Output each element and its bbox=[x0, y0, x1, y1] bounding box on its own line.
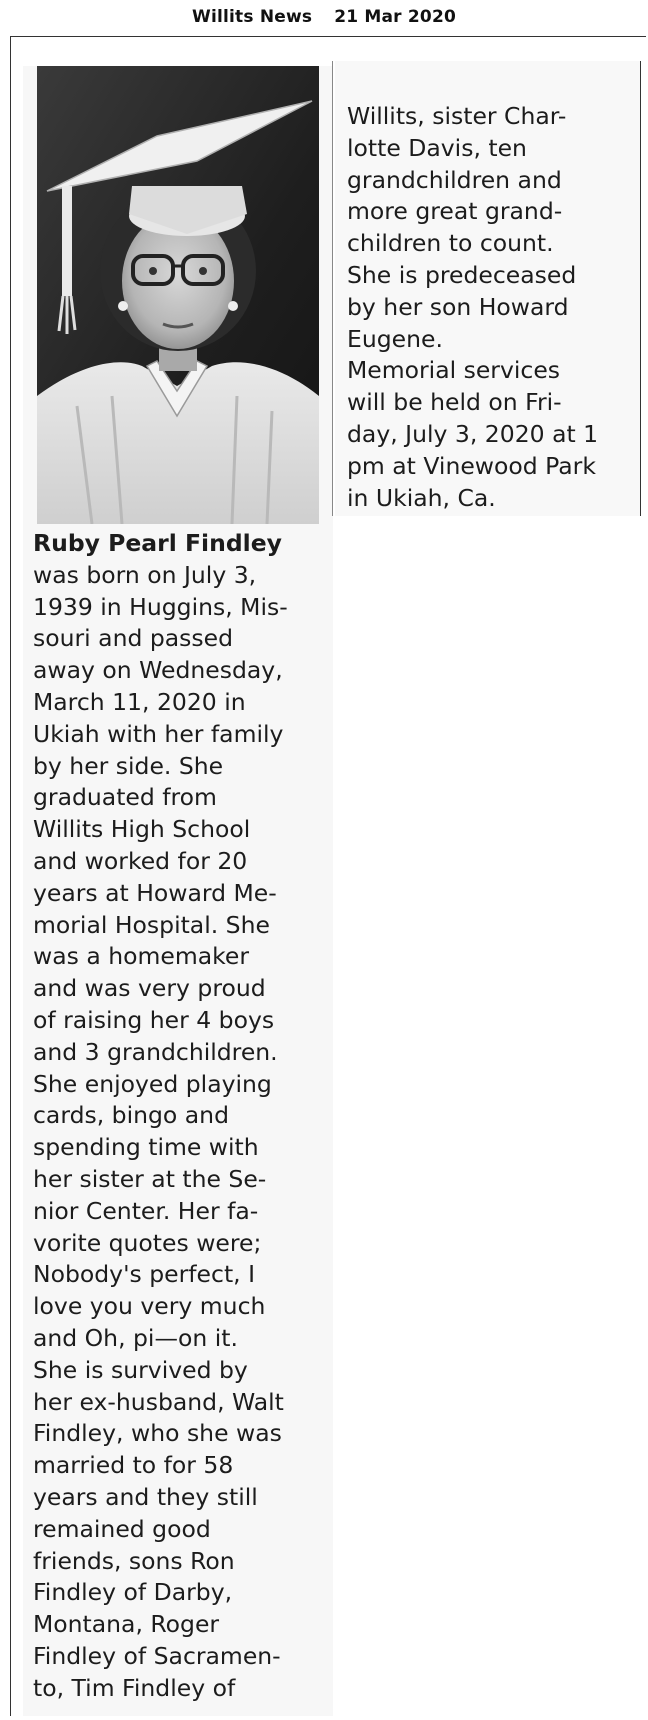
obituary-body-part-2: Willits, sister Char- lotte Davis, ten grandchildren and more great grand- children to count. She is predeceased by her son Howard Eugene. Memorial services will be held on Fri- day, July 3, 2020 at 1 pm at Vinewood Park in Ukiah, Ca. bbox=[347, 102, 599, 512]
obituary-body-part-1: was born on July 3, 1939 in Huggins, Mis- souri and passed away on Wednesday, March 11, 2020 in Ukiah with her family by her side. She graduated from Willits High School and worked for 20 years at Howard Me- morial Hospital. She was a homemaker and was very proud of raising her 4 boys and 3 grandchildren. She enjoyed playing cards, bingo and spending time with her sister at the Se- nior Center. Her fa- vorite quotes were; Nobody's perfect, I love you very much and Oh, pi—on it. She is survived by her ex-husband, Walt Findley, who she was married to for 58 years and they still remained good friends, sons Ron Findley of Darby, Montana, Roger Findley of Sacramen- to, Tim Findley of bbox=[33, 560, 288, 1702]
publication-name: Willits News bbox=[192, 7, 313, 27]
deceased-name: Ruby Pearl Findley bbox=[33, 529, 282, 557]
obituary-clipping bbox=[10, 36, 648, 1720]
obituary-text-column-1 bbox=[33, 528, 333, 1704]
top-rule bbox=[10, 36, 646, 37]
column-divider bbox=[332, 61, 333, 516]
page-header bbox=[0, 4, 648, 30]
obituary-column-1 bbox=[23, 66, 333, 1716]
publication-date: 21 Mar 2020 bbox=[334, 7, 456, 27]
portrait-illustration bbox=[37, 66, 319, 524]
graduation-portrait-photo bbox=[37, 66, 319, 524]
obituary-column-2 bbox=[335, 61, 641, 516]
left-rule bbox=[10, 36, 11, 1716]
